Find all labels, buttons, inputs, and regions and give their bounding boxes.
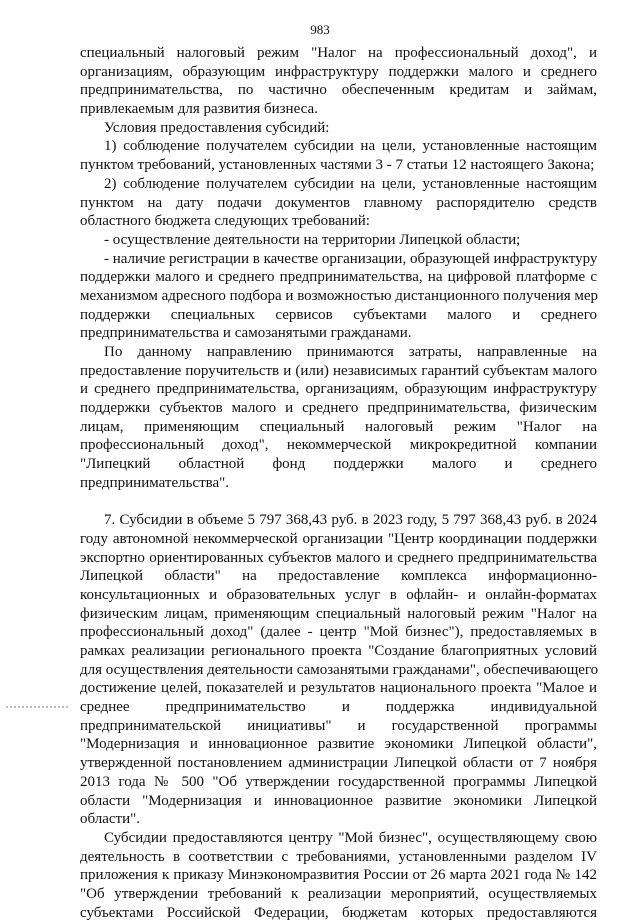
text-line: 1) соблюдение получателем субсидии на цели, установленные настоящим [104, 138, 597, 155]
text-line: "Липецкий областной фонд поддержки малого и среднего [80, 456, 597, 473]
text-line: областного бюджета следующих требований: [80, 213, 370, 230]
page-number: 983 [310, 22, 330, 37]
text-line: области". [80, 811, 141, 828]
text-line: "Об утверждении требований к реализации мероприятий, осуществляемых [80, 885, 597, 902]
text-line: для осуществления деятельности самозанятыми гражданами", обеспечивающего [80, 661, 599, 678]
text-line: рамках реализации регионального проекта "Создание благоприятных условий [80, 643, 597, 659]
text-line: году автономной некоммерческой организации "Центр координации поддержки [80, 530, 597, 547]
text-line: профессиональный доход" (далее - центр "Мой бизнес"), предоставляемых в [80, 624, 597, 641]
text-line: лицам, применяющим специальный налоговый режим "Налог на [80, 418, 597, 435]
text-line: и среднего предпринимательства, организациям, образующим инфраструктуру [80, 381, 597, 398]
text-line: деятельность в соответствии с требованиями, установленными разделом IV [80, 848, 597, 865]
text-line: - осуществление деятельности на территории Липецкой области; [104, 231, 521, 248]
text-line: физическим лицам, применяющим специальный налоговый режим "Налог на [80, 605, 597, 622]
text-line: предпринимательства". [80, 474, 230, 491]
margin-dotted-line [6, 706, 68, 711]
text-line: поддержки малого и среднего предпринимательства, на цифровой платформе с [80, 269, 597, 286]
text-line: профессиональный доход", некоммерческой микрокредитной компании [80, 437, 597, 454]
text-line: среднее предпринимательство и поддержка индивидуальной [80, 699, 597, 716]
text-line: предпринимательской инициативы" и государственной программы [80, 717, 597, 734]
text-line: предпринимательства, по частично обеспеченным кредитам и займам, [80, 82, 597, 99]
text-line: экспортно ориентированных субъектов малого и среднего предпринимательства [80, 549, 597, 566]
text-line: приложения к приказу Минэкономразвития России от 26 марта 2021 года № 142 [80, 867, 597, 884]
text-line: "Модернизация и инновационное развитие экономики Липецкой области", [80, 736, 597, 753]
text-line: Липецкой области" на предоставление комплекса информационно- [80, 568, 597, 585]
text-line: области "Модернизация и инновационное развитие экономики Липецкой [80, 792, 597, 809]
text-line: предпринимательства и самозанятыми гражданами. [80, 325, 412, 342]
text-line: 2013 года № 500 "Об утверждении государственной программы Липецкой [80, 773, 597, 790]
text-line: консультационных и образовательных услуг в офлайн- и онлайн-форматах [80, 586, 597, 603]
text-line: 7. Субсидии в объеме 5 797 368,43 руб. в 2023 году, 5 797 368,43 руб. в 2024 [104, 512, 597, 529]
text-line: поддержки специальных сервисов субъектами малого и среднего [80, 306, 597, 323]
text-line: субъектами Российской Федерации, бюджетам которых предоставляются [80, 904, 597, 921]
text-line: механизмом адресного подбора и возможностью дистанционного получения мер [80, 287, 599, 304]
paragraph-gap [80, 493, 597, 512]
document-body [80, 44, 597, 922]
text-line: пунктом на дату подачи документов главному распорядителю средств [80, 194, 597, 211]
text-line: - наличие регистрации в качестве организации, образующей инфраструктуру [104, 250, 598, 267]
text-line: По данному направлению принимаются затраты, направленные на [104, 344, 597, 360]
text-line: утвержденной постановлением администрации Липецкой области от 7 ноября [80, 755, 597, 772]
text-line: организациям, образующим инфраструктуру поддержки малого и среднего [80, 63, 597, 80]
text-line: Субсидии предоставляются центру "Мой бизнес", осуществляющему свою [104, 829, 597, 846]
text-line: предоставление поручительств и (или) независимых гарантий субъектам малого [80, 362, 597, 379]
text-line: достижение целей, показателей и результатов национального проекта "Малое и [80, 680, 597, 697]
text-line: 2) соблюдение получателем субсидии на цели, установленные настоящим [104, 175, 597, 192]
text-line: пунктом требований, установленных частями 3 - 7 статьи 12 настоящего Закона; [80, 157, 595, 174]
text-line: поддержки субъектов малого и среднего предпринимательства, физическим [80, 400, 597, 417]
text-line: Условия предоставления субсидий: [104, 119, 330, 136]
text-line: специальный налоговый режим "Налог на профессиональный доход", и [80, 45, 597, 61]
text-line: привлекаемым для развития бизнеса. [80, 101, 318, 118]
